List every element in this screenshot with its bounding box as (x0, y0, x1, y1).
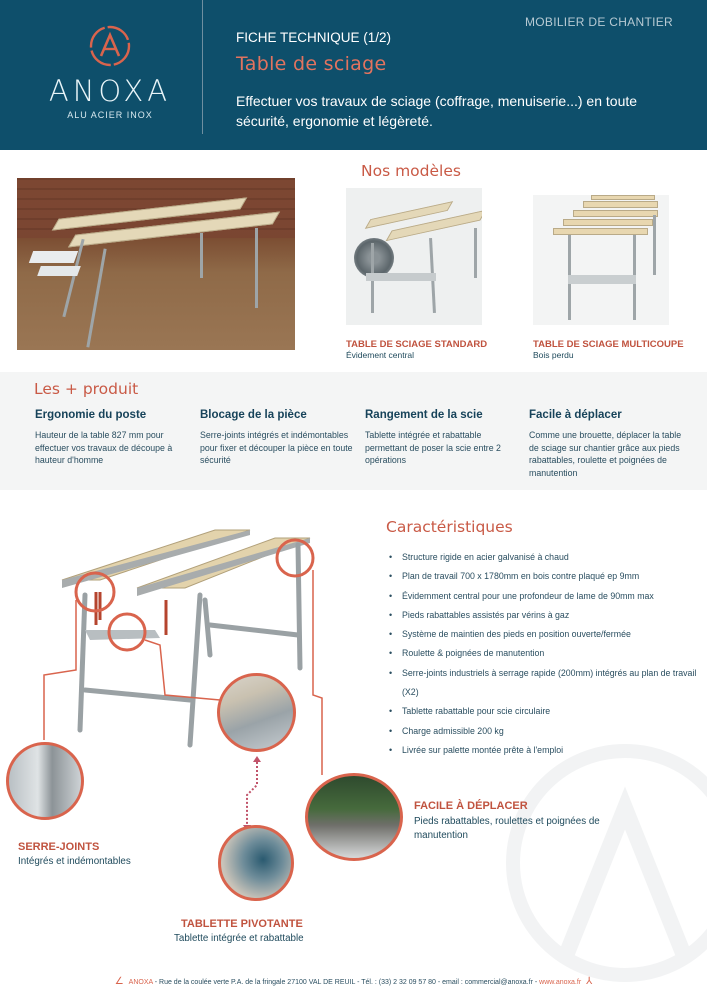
model-multicoupe-name: TABLE DE SCIAGE MULTICOUPE (533, 339, 684, 350)
anoxa-watermark-icon (500, 738, 707, 988)
advantages-title: Les + produit (34, 380, 139, 398)
page-subtitle: Effectuer vos travaux de sciage (coffrage, menuiserie...) en toute sécurité, ergonomie et légèreté. (236, 93, 638, 129)
anoxa-mark-left-icon: ∠ (114, 976, 124, 987)
category-label: MOBILIER DE CHANTIER (524, 15, 673, 29)
deplacer-detail-photo (305, 773, 403, 861)
characteristic-item: • Plan de travail 700 x 1780mm en bois contre plaqué ep 9mm (388, 567, 698, 586)
brand-tagline: ALU ACIER INOX (67, 110, 153, 120)
anoxa-a-circle-icon (88, 24, 132, 68)
advantage-blocage (200, 409, 360, 467)
characteristics-title: Caractéristiques (386, 518, 513, 536)
main-product-photo (17, 178, 295, 350)
advantage-title: Rangement de la scie (365, 409, 483, 421)
brand-name: ANOXA (48, 74, 172, 108)
models-title: Nos modèles (361, 162, 461, 180)
anoxa-mark-right-icon: ⅄ (586, 976, 593, 987)
characteristic-item: • Évidemment central pour une profondeur de lame de 90mm max (388, 587, 698, 606)
characteristic-item: • Roulette & poignées de manutention (388, 644, 698, 663)
advantage-text: Comme une brouette, déplacer la table de sciage sur chantier grâce aux pieds rabattables, roulette et poignées de manutention (529, 430, 682, 478)
characteristic-item: • Charge admissible 200 kg (388, 722, 698, 741)
footer-address: - Rue de la coulée verte P.A. de la fringale 27100 VAL DE REUIL - Tél. : (33) 2 32 09 57 80 - email : commercial@anoxa.fr - (152, 979, 540, 986)
tablette-detail-photo (217, 673, 296, 752)
tablette-scie-photo (218, 825, 294, 901)
characteristic-item: • Pieds rabattables assistés par vérins à gaz (388, 606, 698, 625)
serre-joints-detail-photo (6, 742, 84, 820)
advantage-rangement (365, 409, 525, 467)
advantage-text: Hauteur de la table 827 mm pour effectuer vos travaux de découpe à hauteur d'homme (35, 430, 173, 465)
footer-brand: ANOXA (128, 979, 153, 986)
page-title: Table de sciage (236, 53, 387, 75)
feature-tablette-text: Tablette intégrée et rabattable (174, 933, 304, 944)
characteristic-item: • Tablette rabattable pour scie circulaire (388, 702, 698, 721)
model-standard-name: TABLE DE SCIAGE STANDARD (346, 339, 488, 350)
characteristic-item: • Serre-joints industriels à serrage rapide (200mm) intégrés au plan de travail (X2) (388, 664, 698, 703)
feature-deplacer-title: FACILE À DÉPLACER (414, 800, 528, 812)
header-divider (202, 0, 203, 134)
feature-serre-joints-title: SERRE-JOINTS (18, 841, 100, 853)
model-standard-photo (346, 188, 482, 325)
feature-serre-joints-text: Intégrés et indémontables (18, 856, 131, 867)
model-multicoupe-photo (533, 195, 669, 325)
model-standard-sub: Évidement central (346, 350, 415, 360)
characteristic-item: • Livrée sur palette montée prête à l'emploi (388, 741, 698, 760)
footer (0, 976, 707, 987)
feature-deplacer-text: Pieds rabattables, roulettes et poignées de manutention (414, 816, 600, 841)
advantage-title: Facile à déplacer (529, 409, 622, 421)
advantage-deplacer (529, 409, 689, 479)
advantage-title: Blocage de la pièce (200, 409, 307, 421)
characteristics-list (388, 548, 698, 760)
fiche-label: FICHE TECHNIQUE (1/2) (236, 30, 392, 45)
footer-website-link[interactable]: www.anoxa.fr (539, 979, 582, 986)
advantage-text: Serre-joints intégrés et indémontables pour fixer et découper la pièce en toute sécurité (200, 430, 353, 465)
header (0, 0, 707, 150)
anoxa-logo (40, 24, 180, 120)
advantage-text: Tablette intégrée et rabattable permettant de poser la scie entre 2 opérations (365, 430, 501, 465)
characteristic-item: • Structure rigide en acier galvanisé à chaud (388, 548, 698, 567)
product-illustration (0, 500, 380, 970)
model-multicoupe-sub: Bois perdu (533, 350, 574, 360)
feature-tablette-title: TABLETTE PIVOTANTE (181, 918, 303, 930)
advantage-title: Ergonomie du poste (35, 409, 147, 421)
advantage-ergonomie (35, 409, 195, 467)
characteristic-item: • Système de maintien des pieds en position ouverte/fermée (388, 625, 698, 644)
